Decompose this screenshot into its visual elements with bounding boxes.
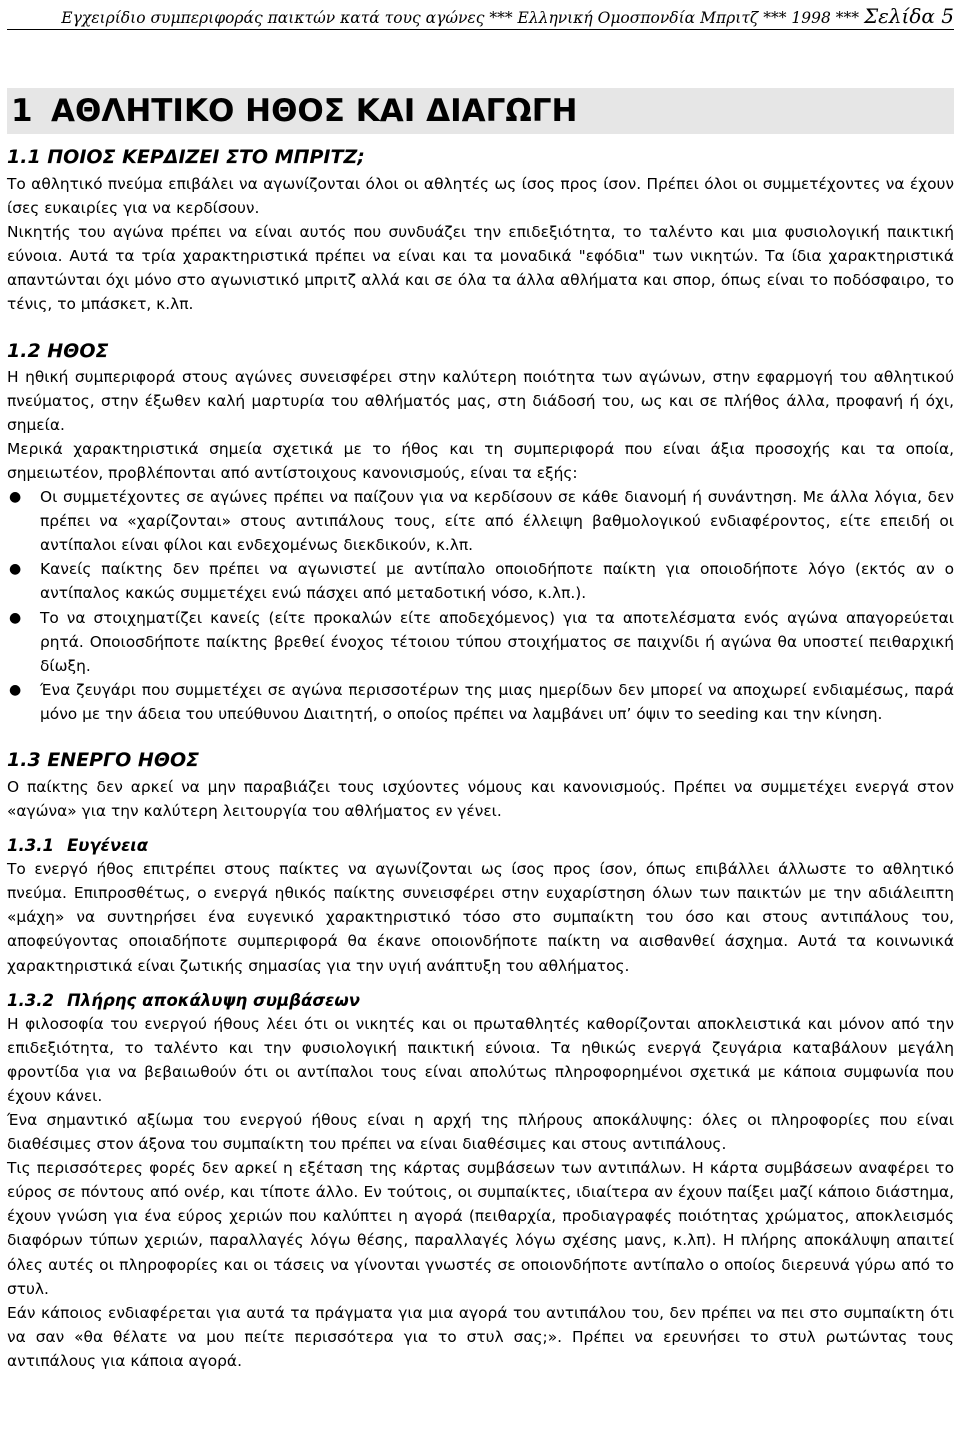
subsection-number: 1.3.2 <box>7 990 54 1010</box>
subsection-title: Ευγένεια <box>67 836 149 856</box>
chapter-number: 1 <box>11 93 33 129</box>
list-item: ● Ένα ζευγάρι που συμμετέχει σε αγώνα περισσοτέρων της μιας ημερίδων δεν μπορεί να αποχωρεί ενδιαμέσως, παρά μόνο με την άδεια του υπεύθυνου Διαιτητή, ο οποίος πρέπει να λαμβάνει υπ’ όψιν το seeding και την κίνηση. <box>7 678 954 726</box>
section-1-2-paragraph-1: Η ηθική συμπεριφορά στους αγώνες συνεισφέρει στην καλύτερη ποιότητα των αγώνων, στην εφαρμογή του αθλητικού πνεύματος, στην έξωθεν καλή μαρτυρία του αθλήματός μας, στη διάδοσή του, ως και σε πλήθος άλλα, προφανή ή όχι, σημεία. <box>7 367 954 434</box>
section-1-3-2-paragraph-4: Εάν κάποιος ενδιαφέρεται για αυτά τα πράγματα για μια αγορά του αντιπάλου του, δεν πρέπει να πει στο συμπαίκτη ότι να σαν «θα θέλατε να μου πείτε περισσότερα για το στυλ σας;». Πρέπει να ερευνήσει το στυλ ρωτώντας τους αντιπάλους για κάποια αγορά. <box>7 1303 954 1370</box>
header-rule <box>7 29 954 30</box>
list-item: ● Το να στοιχηματίζει κανείς (είτε προκαλών είτε αποδεχόμενος) για τα αποτελέσματα ενός αγώνα απαγορεύεται ρητά. Οποιοσδήποτε παίκτης βρεθεί ένοχος τέτοιου τύπου στοιχήματος σε παιχνίδι ή αγώνα θα υποστεί πειθαρχική δίωξη. <box>7 606 954 678</box>
section-heading-1-1: 1.1 ΠΟΙΟΣ ΚΕΡΔΙΖΕΙ ΣΤΟ ΜΠΡΙΤΖ; <box>7 146 365 168</box>
list-item: ● Οι συμμετέχοντες σε αγώνες πρέπει να παίζουν για να κερδίσουν σε κάθε διανομή ή συνάντηση. Με άλλα λόγια, δεν πρέπει να «χαρίζονται» στους αντιπάλους τους, είτε από έλλειψη βαθμολογικού ενδιαφέροντος, είτε επειδή οι αντίπαλοι είναι φίλοι και ενδεχομένως διεκδικούν, κ.λπ. <box>7 485 954 557</box>
section-1-3-2-paragraph-1: Η φιλοσοφία του ενεργού ήθους λέει ότι οι νικητές και οι πρωταθλητές καθορίζονται αποκλειστικά και μόνον από την επιδεξιότητα, το ταλέντο και την φυσιολογική παικτική εύνοια. Τα ηθικώς ενεργά ζευγάρια καταβάλουν μεγάλη φροντίδα για να βεβαιωθούν ότι οι αντίπαλοι τους είναι απολύτως πληροφορημένοι σχετικά με κάποια συμφωνία που έχουν κάνει. <box>7 1014 954 1105</box>
bullet-icon: ● <box>9 489 22 506</box>
section-1-3-1-paragraph-1: Το ενεργό ήθος επιτρέπει στους παίκτες να αγωνίζονται ως ίσος προς ίσον, όπως επιβάλλει άλλωστε το αθλητικό πνεύμα. Επιπροσθέτως, ο ενεργά ηθικός παίκτης συνεισφέρει στην ευχαρίστηση όλων των παικτών με την αδιάλειπτη «μάχη» να συντηρήσει ένα ευγενικό χαρακτηριστικό τόσο στο συμπαίκτη του όσο και στους αντιπάλους του, αποφεύγοντας οποιαδήποτε συμπεριφορά θα έκανε οποιονδήποτε παίκτη να αισθανθεί άσχημα. Αυτά τα κοινωνικά χαρακτηριστικά είναι ζωτικής σημασίας για την υγιή ανάπτυξη του αθλήματος. <box>7 860 954 975</box>
section-heading-1-3: 1.3 ΕΝΕΡΓΟ ΗΘΟΣ <box>7 748 200 771</box>
section-1-3-2-paragraph-3: Τις περισσότερες φορές δεν αρκεί η εξέταση της κάρτας συμβάσεων των αντιπάλων. Η κάρτα συμβάσεων αναφέρει το εύρος σε πόντους από ονέρ, και τίποτε άλλο. Εν τούτοις, οι συμπαίκτες, ιδιαίτερα αν έχουν παίξει μαζί κάποιο διάστημα, έχουν γνώση για ένα εύρος χεριών που καλύπτει η αγορά (πειθαρχία, προδιαγραφές ποιότητας χρώματος, αποκλεισμός διαφόρων τύπων χεριών, παραλλαγές λόγω θέσης, παραλλαγές λόγω σχέσης μανς, κ.λπ). Η πλήρης αποκάλυψη απαιτεί όλες αυτές οι πληροφορίες και οι τάσεις να γίνονται γνωστές σε οποιονδήποτε αντίπαλο ο οποίος διερευνά γύρω από το στυλ. <box>7 1159 954 1298</box>
running-header <box>7 0 954 26</box>
bullet-icon: ● <box>9 561 22 578</box>
bullet-icon: ● <box>9 681 22 698</box>
section-heading-1-2: 1.2 ΗΘΟΣ <box>7 339 109 362</box>
subsection-title: Πλήρης αποκάλυψη συμβάσεων <box>67 990 360 1010</box>
list-item: ● Κανείς παίκτης δεν πρέπει να αγωνιστεί με αντίπαλο οποιοδήποτε παίκτη για οποιοδήποτε λόγο (εκτός αν ο αντίπαλος κακώς συμμετέχει ενώ πάσχει από μεταδοτική νόσο, κ.λπ.). <box>7 557 954 605</box>
section-1-1-paragraph-2: Νικητής του αγώνα πρέπει να είναι αυτός που συνδυάζει την επιδεξιότητα, το ταλέντο και μια φυσιολογική παικτική εύνοια. Αυτά τα τρία χαρακτηριστικά πρέπει να είναι και τα μοναδικά "εφόδια" των νικητών. Τα ίδια χαρακτηριστικά απαντώνται όχι μόνο στο αγωνιστικό μπριτζ αλλά και σε όλα τα άλλα αθλήματα και σπορ, όπως είναι το ποδόσφαιρο, το τένις, το μπάσκετ, κ.λπ. <box>7 223 954 314</box>
subsection-heading-1-3-2 <box>7 990 954 1012</box>
section-1-2-paragraph-2: Μερικά χαρακτηριστικά σημεία σχετικά με το ήθος και τη συμπεριφορά που είναι άξια προσοχής και τα οποία, σημειωτέον, προβλέπονται από αντίστοιχους κανονισμούς, είναι τα εξής: <box>7 439 954 482</box>
page-number: Σελίδα 5 <box>863 4 954 28</box>
section-1-3-2-paragraph-2: Ένα σημαντικό αξίωμα του ενεργού ήθους είναι η αρχή της πλήρους αποκάλυψης: όλες οι πληροφορίες που είναι διαθέσιμες στον άξονα του συμπαίκτη του πρέπει να είναι διαθέσιμες και στους αντιπάλους. <box>7 1111 954 1154</box>
subsection-number: 1.3.1 <box>7 836 54 856</box>
header-text: Εγχειρίδιο συμπεριφοράς παικτών κατά τους αγώνες *** Ελληνική Ομοσπονδία Μπριτζ *** 1998 *** <box>61 9 860 27</box>
rules-list <box>7 485 954 726</box>
section-1-1-paragraph-1: Το αθλητικό πνεύμα επιβάλει να αγωνίζονται όλοι οι αθλητές ως ίσος προς ίσον. Πρέπει όλοι οι συμμετέχοντες να έχουν ίσες ευκαιρίες για να κερδίσουν. <box>7 175 954 218</box>
section-1-3-paragraph-1: Ο παίκτης δεν αρκεί να μην παραβιάζει τους ισχύοντες νόμους και κανονισμούς. Πρέπει να συμμετέχει ενεργά στον «αγώνα» για την καλύτερη λειτουργία του αθλήματος εν γένει. <box>7 777 954 821</box>
chapter-title: ΑΘΛΗΤΙΚΟ ΗΘΟΣ ΚΑΙ ΔΙΑΓΩΓΗ <box>51 93 578 129</box>
bullet-icon: ● <box>9 609 22 626</box>
chapter-heading <box>7 88 954 134</box>
subsection-heading-1-3-1 <box>7 835 954 857</box>
